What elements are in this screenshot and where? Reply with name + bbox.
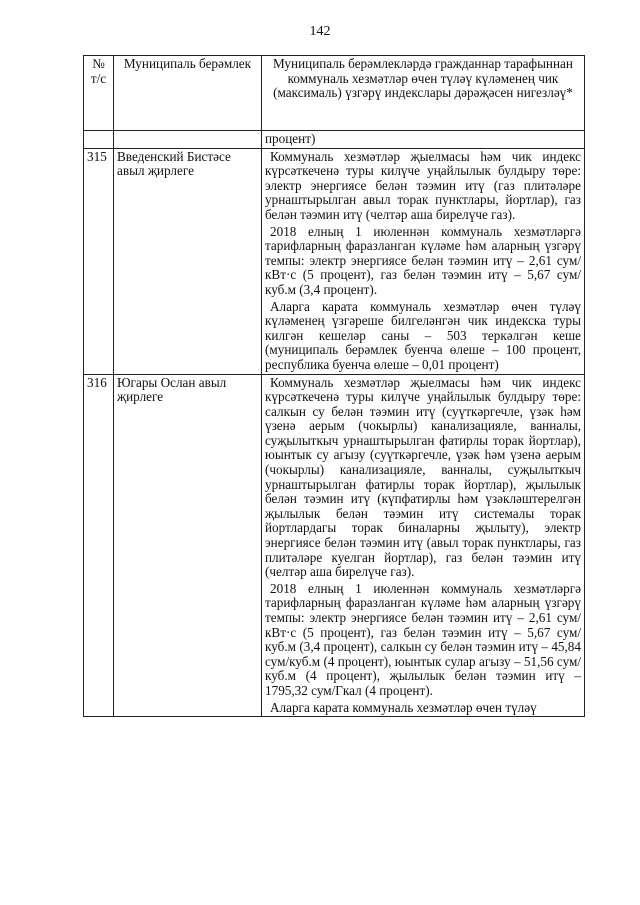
row-num: 315 bbox=[84, 148, 114, 374]
header-description: Муниципаль берәмлекләрдә гражданнар тарафыннан коммуналь хезмәтләр өчен түләү күләменең чик (максималь) үзгәрү индекслары дәрәҗәсен нигезләү* bbox=[262, 56, 585, 131]
page-number: 142 bbox=[309, 24, 331, 39]
row-paragraph: 2018 елның 1 июленнән коммуналь хезмәтләргә тарифларның фаразланган күләме һәм аларның үзгәрү темпы: электр энергиясе белән тәэмин итү – 2,61 сум/кВт·с (5 процент), газ белән тәэмин итү – 5,67 сум/куб.м (3,4 процент). bbox=[265, 223, 581, 297]
continuation-row bbox=[84, 131, 585, 149]
row-description bbox=[262, 148, 585, 374]
row-paragraph: Коммуналь хезмәтләр җыелмасы һәм чик индекс күрсәткеченә туры килүче уңайлылык булдыру төре: электр энергиясе белән тәэмин итү (газ плитәләре урнаштырылган авыл торак пунктлары, йортлар), газ белән тәэмин итү (челтәр аша бирелүче газ). bbox=[265, 148, 581, 222]
row-paragraph: 2018 елның 1 июленнән коммуналь хезмәтләргә тарифларның фаразланган күләме һәм аларның үзгәрү темпы: электр энергиясе белән тәэмин итү – 2,61 сум/кВт·с (5 процент), газ белән тәэмин итү – 5,67 сум/куб.м (3,4 процент), салкын су белән тәэмин итү – 45,84 сум/куб.м (4 процент), юынтык сулар агызу – 51,56 сум/куб.м (4 процент), җылылык белән тәэмин итү – 1795,32 сум/Гкал (4 процент). bbox=[265, 580, 581, 698]
table-row bbox=[84, 148, 585, 374]
table-row bbox=[84, 374, 585, 717]
row-paragraph: Аларга карата коммуналь хезмәтләр өчен түләү bbox=[270, 699, 537, 715]
header-municipality: Муниципаль берәмлек bbox=[114, 56, 262, 131]
row-municipality: Югары Ослан авыл җирлеге bbox=[114, 374, 262, 717]
tariff-table bbox=[83, 55, 585, 717]
header-num: № т/с bbox=[84, 56, 114, 131]
row-municipality: Введенский Бистәсе авыл җирлеге bbox=[114, 148, 262, 374]
row-paragraph: Коммуналь хезмәтләр җыелмасы һәм чик индекс күрсәткеченә туры килүче уңайлылык булдыру төре: салкын су белән тәэмин итү (суүткәргечле, үзәк һәм үзенә аерым (чокырлы) канализацияле, ванналы, суҗылыткыч урнаштырылган фатирлы торак йортлар), юынтык су агызу (суүткәргечле, үзәк һәм үзенә аерым (чокырлы) канализацияле, ванналы, суҗылыткыч урнаштырылган фатирлы торак йортлар), җылылык белән тәэмин итү (күпфатирлы һәм үзәкләштерелгән җылылык белән тәэмин итү системалы торак йортлардагы торак биналарны җылыту), электр энергиясе белән тәэмин итү (авыл торак пунктлары, газ плитәләре куелган йортлар), газ белән тәэмин итү (челтәр аша бирелүче газ). bbox=[265, 374, 581, 580]
row-description bbox=[262, 374, 585, 717]
row-paragraph: Аларга карата коммуналь хезмәтләр өчен түләү күләменең үзгәреше билгеләнгән чик индекска туры килгән кешеләр саны – 503 теркәлгән кеше (муниципаль берәмлек буенча өлеше – 100 процент, республика буенча өлеше – 0,01 процент) bbox=[265, 298, 581, 372]
table-header-row bbox=[84, 56, 585, 131]
continuation-text: процент) bbox=[262, 131, 585, 149]
row-num: 316 bbox=[84, 374, 114, 717]
